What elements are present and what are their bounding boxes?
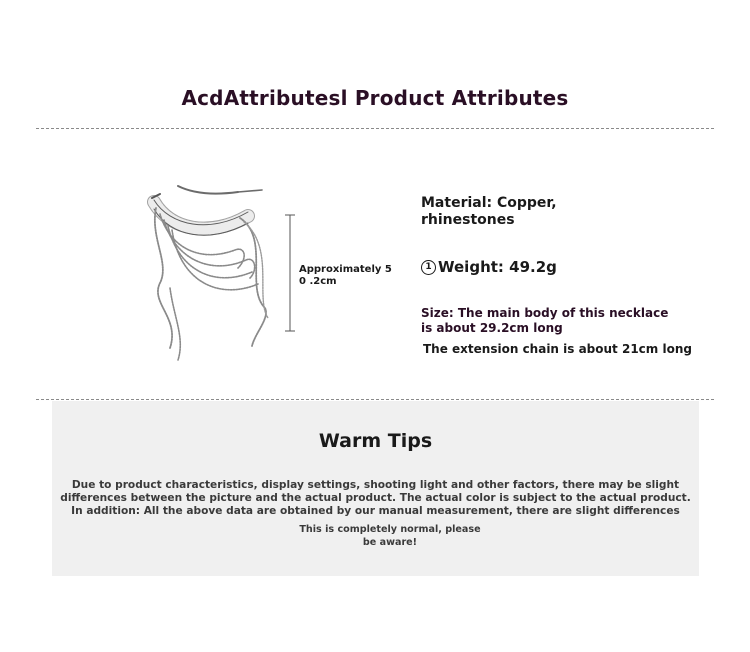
top-divider [36, 128, 714, 129]
extension-chain-attribute: The extension chain is about 21cm long [423, 342, 692, 356]
necklace-image [140, 178, 280, 368]
warm-tips-title: Warm Tips [318, 430, 433, 452]
warm-tips-note: This is completely normal, please be aware! [299, 524, 481, 548]
warm-tips-panel [52, 401, 699, 576]
circled-number-marker: 1 [421, 260, 436, 275]
weight-attribute [421, 258, 557, 276]
warm-tips-body: Due to product characteristics, display settings, shooting light and other factors, there may be slight differences between the picture and the actual product. The actual color is subject to the actual product. In addition: All the above data are obtained by our manual measurement, there are slight differences [60, 479, 691, 517]
page-title: AcdAttributesl Product Attributes [181, 86, 569, 110]
weight-text: Weight: 49.2g [438, 258, 557, 276]
measurement-bracket [284, 214, 296, 332]
bottom-divider [36, 399, 714, 400]
length-measurement-label: Approximately 50 .2cm [299, 264, 392, 287]
size-attribute: Size: The main body of this necklace is about 29.2cm long [421, 306, 669, 335]
material-attribute: Material: Copper, rhinestones [421, 195, 557, 228]
